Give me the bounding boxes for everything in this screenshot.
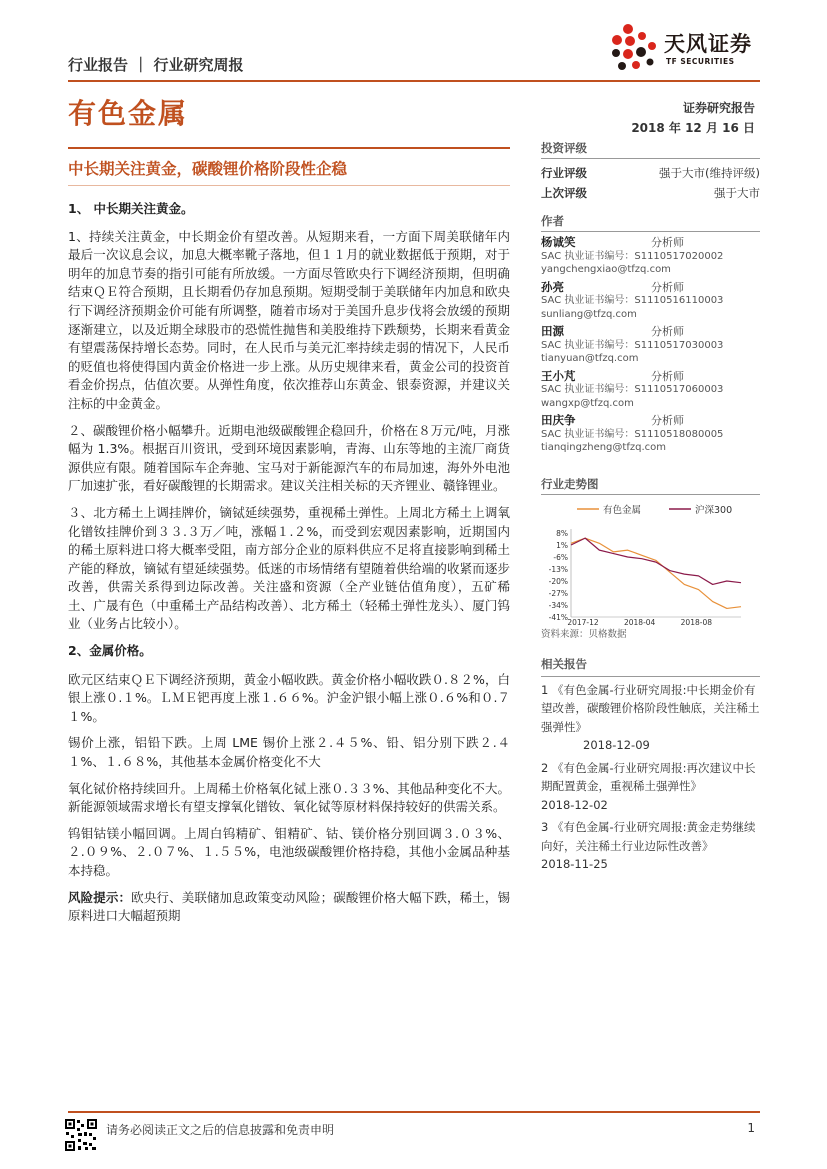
y-tick-label: 8% bbox=[556, 529, 568, 538]
report-title: 中长期关注黄金，碳酸锂价格阶段性企稳 bbox=[68, 147, 510, 183]
related-report-item[interactable] bbox=[541, 818, 760, 874]
industry-rating-label: 行业评级 bbox=[541, 166, 587, 180]
rating-row-industry bbox=[541, 163, 760, 183]
y-tick-label: -6% bbox=[553, 553, 568, 562]
industry-rating-value: 强于大市(维持评级) bbox=[659, 166, 760, 180]
logo-text-en: TF SECURITIES bbox=[666, 57, 735, 66]
author-email[interactable]: tianyuan@tfzq.com bbox=[541, 353, 639, 364]
legend-label: 沪深300 bbox=[695, 505, 733, 516]
previous-rating-value: 强于大市 bbox=[714, 186, 760, 200]
rating-panel bbox=[541, 140, 760, 203]
x-tick-label: 2018-08 bbox=[680, 618, 713, 625]
x-tick-label: 2017-12 bbox=[567, 618, 599, 625]
related-report-text[interactable]: 3 《有色金属-行业研究周报:黄金走势继续向好，关注稀土行业边际性改善》 bbox=[541, 820, 756, 853]
author-cert: SAC 执业证书编号：S1110518080005 bbox=[541, 428, 724, 440]
related-report-item[interactable] bbox=[541, 759, 760, 815]
author-email[interactable]: wangxp@tfzq.com bbox=[541, 397, 634, 409]
logo-text-cn: 天风证券 bbox=[664, 32, 752, 56]
title-divider bbox=[68, 185, 510, 186]
author-entry bbox=[541, 414, 760, 455]
company-logo bbox=[608, 22, 768, 74]
author-name: 杨诚笑 bbox=[541, 235, 576, 249]
y-tick-label: 1% bbox=[556, 541, 568, 550]
related-section-title: 相关报告 bbox=[541, 655, 760, 677]
series-line bbox=[571, 538, 741, 608]
paragraph-gold: 1、持续关注黄金，中长期金价有望改善。从短期来看，一方面下周美联储年内最后一次议息会议，加息大概率靴子落地，但１１月的就业数据低于预期，对于明年的加息节奏的指引可能有所放缓。一方面尽管欧央行下调经济预期，但明确结束ＱＥ符合预期，且长期看仍存加息预期。短期受制于美联储年内加息和欧央行下调经济预期金价可能有所调整，随着市场对于美国升息步伐将会放缓的预期逐渐建立，以及近期全球股市的恐慌性抛售和美股维持下跌颓势，长期来看黄金有望震荡保持增长态势。同时，在人民币与美元汇率持续走弱的情况下，人民币的贬值也将使得国内黄金价格进一步上涨。从历史规律来看，黄金公司的投资首看金价拐点，估值次要。从弹性角度，依次推荐山东黄金、银泰资源，并建议关注标的中金黄金。 bbox=[68, 228, 510, 411]
author-entry bbox=[541, 281, 760, 322]
author-email[interactable]: tianqingzheng@tfzq.com bbox=[541, 442, 666, 453]
author-role: 分析师 bbox=[651, 280, 684, 294]
paragraph-lithium: ２、碳酸锂价格小幅攀升。近期电池级碳酸锂企稳回升，价格在８万元/吨，月涨幅为 1.3%。根据百川资讯，受到环境因素影响，青海、山东等地的主流厂商货源供应有限。随着国际车企奔驰、宝马对于新能源汽车的布局加速，海外外电池厂加速扩张，看好碳酸锂的长期需求。建议关注相关标的天齐锂业、赣锋锂业。 bbox=[68, 422, 510, 494]
authors-section-title: 作者 bbox=[541, 213, 760, 232]
section-heading-prices: 2、金属价格。 bbox=[68, 643, 152, 659]
header-divider bbox=[68, 80, 760, 82]
author-entry bbox=[541, 325, 760, 366]
report-type: 证券研究报告 bbox=[682, 101, 755, 115]
previous-rating-label: 上次评级 bbox=[541, 186, 587, 200]
author-email[interactable]: yangchengxiao@tfzq.com bbox=[541, 264, 671, 275]
author-role: 分析师 bbox=[651, 325, 684, 338]
authors-panel bbox=[541, 213, 760, 455]
y-tick-label: -34% bbox=[548, 601, 568, 610]
series-line bbox=[571, 538, 741, 584]
y-tick-label: -41% bbox=[548, 613, 568, 622]
y-tick-label: -13% bbox=[548, 565, 568, 574]
related-report-text[interactable]: 1 《有色金属-行业研究周报:中长期金价有望改善，碳酸锂价格阶段性触底，关注稀土强弹性》 bbox=[541, 682, 760, 734]
risk-text: 欧央行、美联储加息政策变动风险；碳酸锂价格大幅下跌，稀土，锡原料进口大幅超预期 bbox=[68, 889, 510, 924]
x-tick-label: 2018-04 bbox=[623, 618, 656, 625]
author-cert: SAC 执业证书编号：S1110517060003 bbox=[541, 384, 724, 395]
paragraph-rare-earth: ３、北方稀土上调挂牌价，镝铽延续强势，重视稀土弹性。上周北方稀土上调氧化镨钕挂牌价到３３.３万／吨，涨幅１.２%，而受到宏观因素影响，近期国内的稀土原料进口将大概率受阻，南方部分企业的原料供应不足将直接影响到稀土产能的释放，镝铽有望延续强势。低迷的市场情绪有望随着供给端的收紧而逐步改善，供需关系得到边际改善。关注盛和资源（全产业链估值角度），五矿稀土、广晟有色（中重稀土产品结构改善）、北方稀土（轻稀土弹性龙头）、厦门钨业（业务占比较小）。 bbox=[68, 504, 510, 632]
y-tick-label: -20% bbox=[548, 577, 568, 586]
author-cert: SAC 执业证书编号：S1110517020002 bbox=[541, 250, 724, 262]
paragraph-terbium: 氧化铽价格持续回升。上周稀土价格氧化铽上涨０.３３%、其他品种变化不大。新能源领域需求增长有望支撑氧化镨钕、氧化铽等原材料保持较好的供需关系。 bbox=[68, 780, 510, 815]
section-heading-gold: 1、 中长期关注黄金。 bbox=[68, 201, 194, 216]
author-role: 分析师 bbox=[651, 236, 684, 249]
paragraph-precious: 欧元区结束ＱＥ下调经济预期，黄金小幅收跌。黄金价格小幅收跌０.８２%，白银上涨０.１%。ＬＭＥ钯再度上涨１.６６%。沪金沪银小幅上涨０.６%和０.７１%。 bbox=[68, 671, 510, 724]
author-entry bbox=[541, 236, 760, 277]
paragraph-minor-metals: 钨钼钴镁小幅回调。上周白钨精矿、钼精矿、钴、镁价格分别回调３.０３%、２.０９%、２.０７%、１.５５%，电池级碳酸锂价格持稳，其他小金属品种基本持稳。 bbox=[68, 825, 510, 878]
footer-disclaimer[interactable]: 请务必阅读正文之后的信息披露和免责申明 bbox=[106, 1123, 335, 1137]
page-number: 1 bbox=[747, 1121, 755, 1135]
author-entry bbox=[541, 370, 760, 411]
author-role: 分析师 bbox=[651, 414, 684, 427]
author-role: 分析师 bbox=[651, 369, 684, 383]
author-cert: SAC 执业证书编号：S1110516110003 bbox=[541, 295, 724, 306]
author-name: 田源 bbox=[541, 324, 564, 338]
report-date: 2018 年 12 月 16 日 bbox=[631, 121, 755, 135]
qr-code-icon bbox=[64, 1118, 98, 1152]
logo-dots-icon bbox=[608, 22, 662, 72]
author-name: 孙亮 bbox=[541, 279, 564, 294]
report-body bbox=[68, 200, 510, 934]
legend-label: 有色金属 bbox=[603, 505, 642, 516]
chart-source: 资料来源：贝格数据 bbox=[541, 629, 627, 640]
related-reports-panel bbox=[541, 655, 760, 874]
rating-row-previous bbox=[541, 183, 760, 203]
paragraph-base-metals: 锡价上涨，铝铅下跌。上周 LME 锡价上涨２.４５%、铅、铝分别下跌２.４１%、１.６８%，其他基本金属价格变化不大 bbox=[68, 735, 510, 770]
rating-section-title: 投资评级 bbox=[541, 140, 760, 159]
chart-section-title: 行业走势图 bbox=[541, 476, 760, 495]
risk-warning bbox=[68, 889, 510, 926]
related-report-date: 2018-11-25 bbox=[541, 857, 608, 871]
related-report-date: 2018-12-02 bbox=[541, 797, 608, 812]
related-report-item[interactable] bbox=[541, 681, 760, 755]
author-name: 田庆争 bbox=[541, 413, 576, 427]
footer-divider bbox=[68, 1111, 760, 1113]
related-report-date: 2018-12-09 bbox=[583, 738, 650, 752]
y-tick-label: -27% bbox=[548, 589, 568, 598]
trend-chart bbox=[541, 495, 760, 625]
trend-chart-panel bbox=[541, 476, 760, 629]
author-cert: SAC 执业证书编号：S1110517030003 bbox=[541, 339, 724, 351]
sector-title: 有色金属 bbox=[68, 97, 189, 130]
risk-label: 风险提示： bbox=[68, 889, 132, 905]
author-name: 王小芃 bbox=[541, 368, 576, 383]
report-category: 行业报告 ｜ 行业研究周报 bbox=[68, 56, 244, 74]
author-email[interactable]: sunliang@tfzq.com bbox=[541, 308, 637, 320]
related-report-text[interactable]: 2 《有色金属-行业研究周报:再次建议中长期配置黄金，重视稀土强弹性》 bbox=[541, 760, 756, 793]
